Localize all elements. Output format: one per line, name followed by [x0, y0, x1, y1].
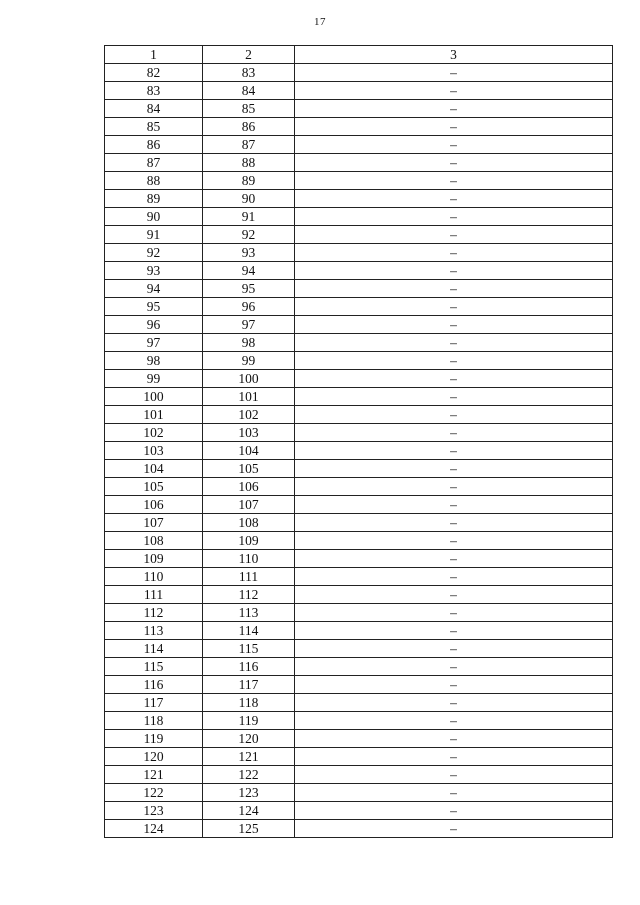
table-cell-col-3: – [295, 658, 613, 676]
table-row [105, 532, 613, 550]
table-row [105, 766, 613, 784]
table-row [105, 118, 613, 136]
table-row [105, 424, 613, 442]
table-cell-col-1: 114 [105, 640, 203, 658]
table-cell-col-2: 99 [203, 352, 295, 370]
column-header-2: 2 [203, 46, 295, 64]
table-cell-col-2: 125 [203, 820, 295, 838]
table-row [105, 676, 613, 694]
column-header-3: 3 [295, 46, 613, 64]
table-cell-col-1: 106 [105, 496, 203, 514]
table-cell-col-2: 92 [203, 226, 295, 244]
table-cell-col-3: – [295, 172, 613, 190]
table-cell-col-2: 120 [203, 730, 295, 748]
table-cell-col-3: – [295, 154, 613, 172]
table-cell-col-3: – [295, 766, 613, 784]
table-cell-col-2: 86 [203, 118, 295, 136]
table-row [105, 64, 613, 82]
table-row [105, 82, 613, 100]
table-cell-col-3: – [295, 424, 613, 442]
table-cell-col-3: – [295, 388, 613, 406]
table-cell-col-3: – [295, 460, 613, 478]
table-cell-col-1: 98 [105, 352, 203, 370]
table-cell-col-2: 111 [203, 568, 295, 586]
table-cell-col-1: 95 [105, 298, 203, 316]
table-cell-col-1: 90 [105, 208, 203, 226]
table-cell-col-3: – [295, 118, 613, 136]
table-cell-col-2: 94 [203, 262, 295, 280]
table-cell-col-1: 115 [105, 658, 203, 676]
table-row [105, 514, 613, 532]
table-cell-col-1: 103 [105, 442, 203, 460]
table-row [105, 568, 613, 586]
table-row [105, 136, 613, 154]
table-cell-col-2: 87 [203, 136, 295, 154]
table-cell-col-1: 123 [105, 802, 203, 820]
table-cell-col-2: 83 [203, 64, 295, 82]
table-cell-col-3: – [295, 370, 613, 388]
table-row [105, 622, 613, 640]
table-cell-col-2: 105 [203, 460, 295, 478]
table-cell-col-2: 98 [203, 334, 295, 352]
table-cell-col-2: 102 [203, 406, 295, 424]
table-cell-col-2: 113 [203, 604, 295, 622]
table-cell-col-2: 95 [203, 280, 295, 298]
table-cell-col-3: – [295, 604, 613, 622]
table-cell-col-3: – [295, 478, 613, 496]
table-cell-col-1: 87 [105, 154, 203, 172]
table-cell-col-3: – [295, 586, 613, 604]
table-cell-col-2: 96 [203, 298, 295, 316]
table-cell-col-1: 110 [105, 568, 203, 586]
table-cell-col-3: – [295, 442, 613, 460]
table-cell-col-1: 99 [105, 370, 203, 388]
table-cell-col-2: 108 [203, 514, 295, 532]
table-cell-col-3: – [295, 784, 613, 802]
table-cell-col-2: 107 [203, 496, 295, 514]
table-cell-col-1: 120 [105, 748, 203, 766]
table-cell-col-1: 113 [105, 622, 203, 640]
table-row [105, 820, 613, 838]
table-cell-col-3: – [295, 748, 613, 766]
table-cell-col-3: – [295, 694, 613, 712]
table-body [105, 64, 613, 838]
table-cell-col-1: 94 [105, 280, 203, 298]
table-cell-col-1: 84 [105, 100, 203, 118]
table-cell-col-1: 108 [105, 532, 203, 550]
table-row [105, 550, 613, 568]
table-row [105, 730, 613, 748]
table-cell-col-3: – [295, 334, 613, 352]
table-cell-col-3: – [295, 622, 613, 640]
table-row [105, 226, 613, 244]
table-row [105, 784, 613, 802]
table-row [105, 586, 613, 604]
table-cell-col-2: 124 [203, 802, 295, 820]
table-cell-col-2: 123 [203, 784, 295, 802]
table-cell-col-1: 83 [105, 82, 203, 100]
table-cell-col-3: – [295, 100, 613, 118]
table-cell-col-1: 119 [105, 730, 203, 748]
table-cell-col-3: – [295, 352, 613, 370]
table-row [105, 154, 613, 172]
table-row [105, 496, 613, 514]
table-cell-col-2: 104 [203, 442, 295, 460]
table-row [105, 694, 613, 712]
table-cell-col-1: 112 [105, 604, 203, 622]
table-row [105, 370, 613, 388]
table-row [105, 298, 613, 316]
table-cell-col-2: 89 [203, 172, 295, 190]
table-cell-col-1: 92 [105, 244, 203, 262]
table-row [105, 442, 613, 460]
table-cell-col-3: – [295, 316, 613, 334]
table-cell-col-3: – [295, 280, 613, 298]
table-cell-col-3: – [295, 208, 613, 226]
table-cell-col-2: 90 [203, 190, 295, 208]
table-row [105, 208, 613, 226]
table-cell-col-3: – [295, 82, 613, 100]
table-row [105, 640, 613, 658]
table-cell-col-2: 91 [203, 208, 295, 226]
table-cell-col-2: 106 [203, 478, 295, 496]
table-cell-col-3: – [295, 550, 613, 568]
table-cell-col-3: – [295, 136, 613, 154]
table-row [105, 262, 613, 280]
table-cell-col-3: – [295, 730, 613, 748]
column-header-1: 1 [105, 46, 203, 64]
table-row [105, 100, 613, 118]
table-cell-col-2: 97 [203, 316, 295, 334]
table-cell-col-3: – [295, 514, 613, 532]
table-row [105, 172, 613, 190]
table-row [105, 460, 613, 478]
table-cell-col-2: 121 [203, 748, 295, 766]
table-cell-col-1: 105 [105, 478, 203, 496]
table-cell-col-2: 84 [203, 82, 295, 100]
table-cell-col-3: – [295, 244, 613, 262]
table-header-row [105, 46, 613, 64]
table-cell-col-1: 111 [105, 586, 203, 604]
table-cell-col-3: – [295, 226, 613, 244]
table-cell-col-1: 88 [105, 172, 203, 190]
table-row [105, 802, 613, 820]
table-cell-col-3: – [295, 406, 613, 424]
table-cell-col-3: – [295, 532, 613, 550]
table-cell-col-2: 101 [203, 388, 295, 406]
table-row [105, 280, 613, 298]
table-row [105, 406, 613, 424]
table-cell-col-1: 124 [105, 820, 203, 838]
table-row [105, 334, 613, 352]
table-cell-col-2: 110 [203, 550, 295, 568]
table-cell-col-1: 86 [105, 136, 203, 154]
table-row [105, 478, 613, 496]
table-cell-col-2: 88 [203, 154, 295, 172]
table-row [105, 352, 613, 370]
table-cell-col-3: – [295, 712, 613, 730]
table-cell-col-2: 103 [203, 424, 295, 442]
table-cell-col-1: 104 [105, 460, 203, 478]
table-cell-col-3: – [295, 496, 613, 514]
table-cell-col-2: 118 [203, 694, 295, 712]
table-cell-col-2: 117 [203, 676, 295, 694]
table-row [105, 388, 613, 406]
table-cell-col-1: 96 [105, 316, 203, 334]
table-cell-col-1: 121 [105, 766, 203, 784]
table-row [105, 712, 613, 730]
table-cell-col-1: 97 [105, 334, 203, 352]
table-cell-col-3: – [295, 64, 613, 82]
table-cell-col-1: 89 [105, 190, 203, 208]
table-row [105, 748, 613, 766]
table-cell-col-1: 100 [105, 388, 203, 406]
table-cell-col-3: – [295, 820, 613, 838]
table-row [105, 658, 613, 676]
table-cell-col-2: 100 [203, 370, 295, 388]
table-cell-col-2: 114 [203, 622, 295, 640]
table-cell-col-1: 117 [105, 694, 203, 712]
table-cell-col-2: 116 [203, 658, 295, 676]
table-cell-col-2: 112 [203, 586, 295, 604]
table-cell-col-1: 116 [105, 676, 203, 694]
table-cell-col-3: – [295, 676, 613, 694]
table-cell-col-1: 101 [105, 406, 203, 424]
table-cell-col-1: 82 [105, 64, 203, 82]
table-cell-col-1: 91 [105, 226, 203, 244]
table-row [105, 604, 613, 622]
table-cell-col-3: – [295, 190, 613, 208]
table-cell-col-1: 109 [105, 550, 203, 568]
table-cell-col-3: – [295, 640, 613, 658]
table-cell-col-2: 122 [203, 766, 295, 784]
table-cell-col-3: – [295, 568, 613, 586]
table-cell-col-1: 107 [105, 514, 203, 532]
table-row [105, 316, 613, 334]
table-cell-col-2: 109 [203, 532, 295, 550]
table-cell-col-2: 119 [203, 712, 295, 730]
table-row [105, 244, 613, 262]
table-row [105, 190, 613, 208]
table-cell-col-1: 122 [105, 784, 203, 802]
table-cell-col-3: – [295, 802, 613, 820]
table-cell-col-3: – [295, 262, 613, 280]
table-cell-col-2: 85 [203, 100, 295, 118]
table-cell-col-1: 85 [105, 118, 203, 136]
table-cell-col-1: 93 [105, 262, 203, 280]
table-cell-col-1: 102 [105, 424, 203, 442]
table-cell-col-2: 115 [203, 640, 295, 658]
table-cell-col-3: – [295, 298, 613, 316]
table-cell-col-2: 93 [203, 244, 295, 262]
page-number: 17 [314, 16, 326, 28]
table-cell-col-1: 118 [105, 712, 203, 730]
data-table [104, 45, 613, 838]
